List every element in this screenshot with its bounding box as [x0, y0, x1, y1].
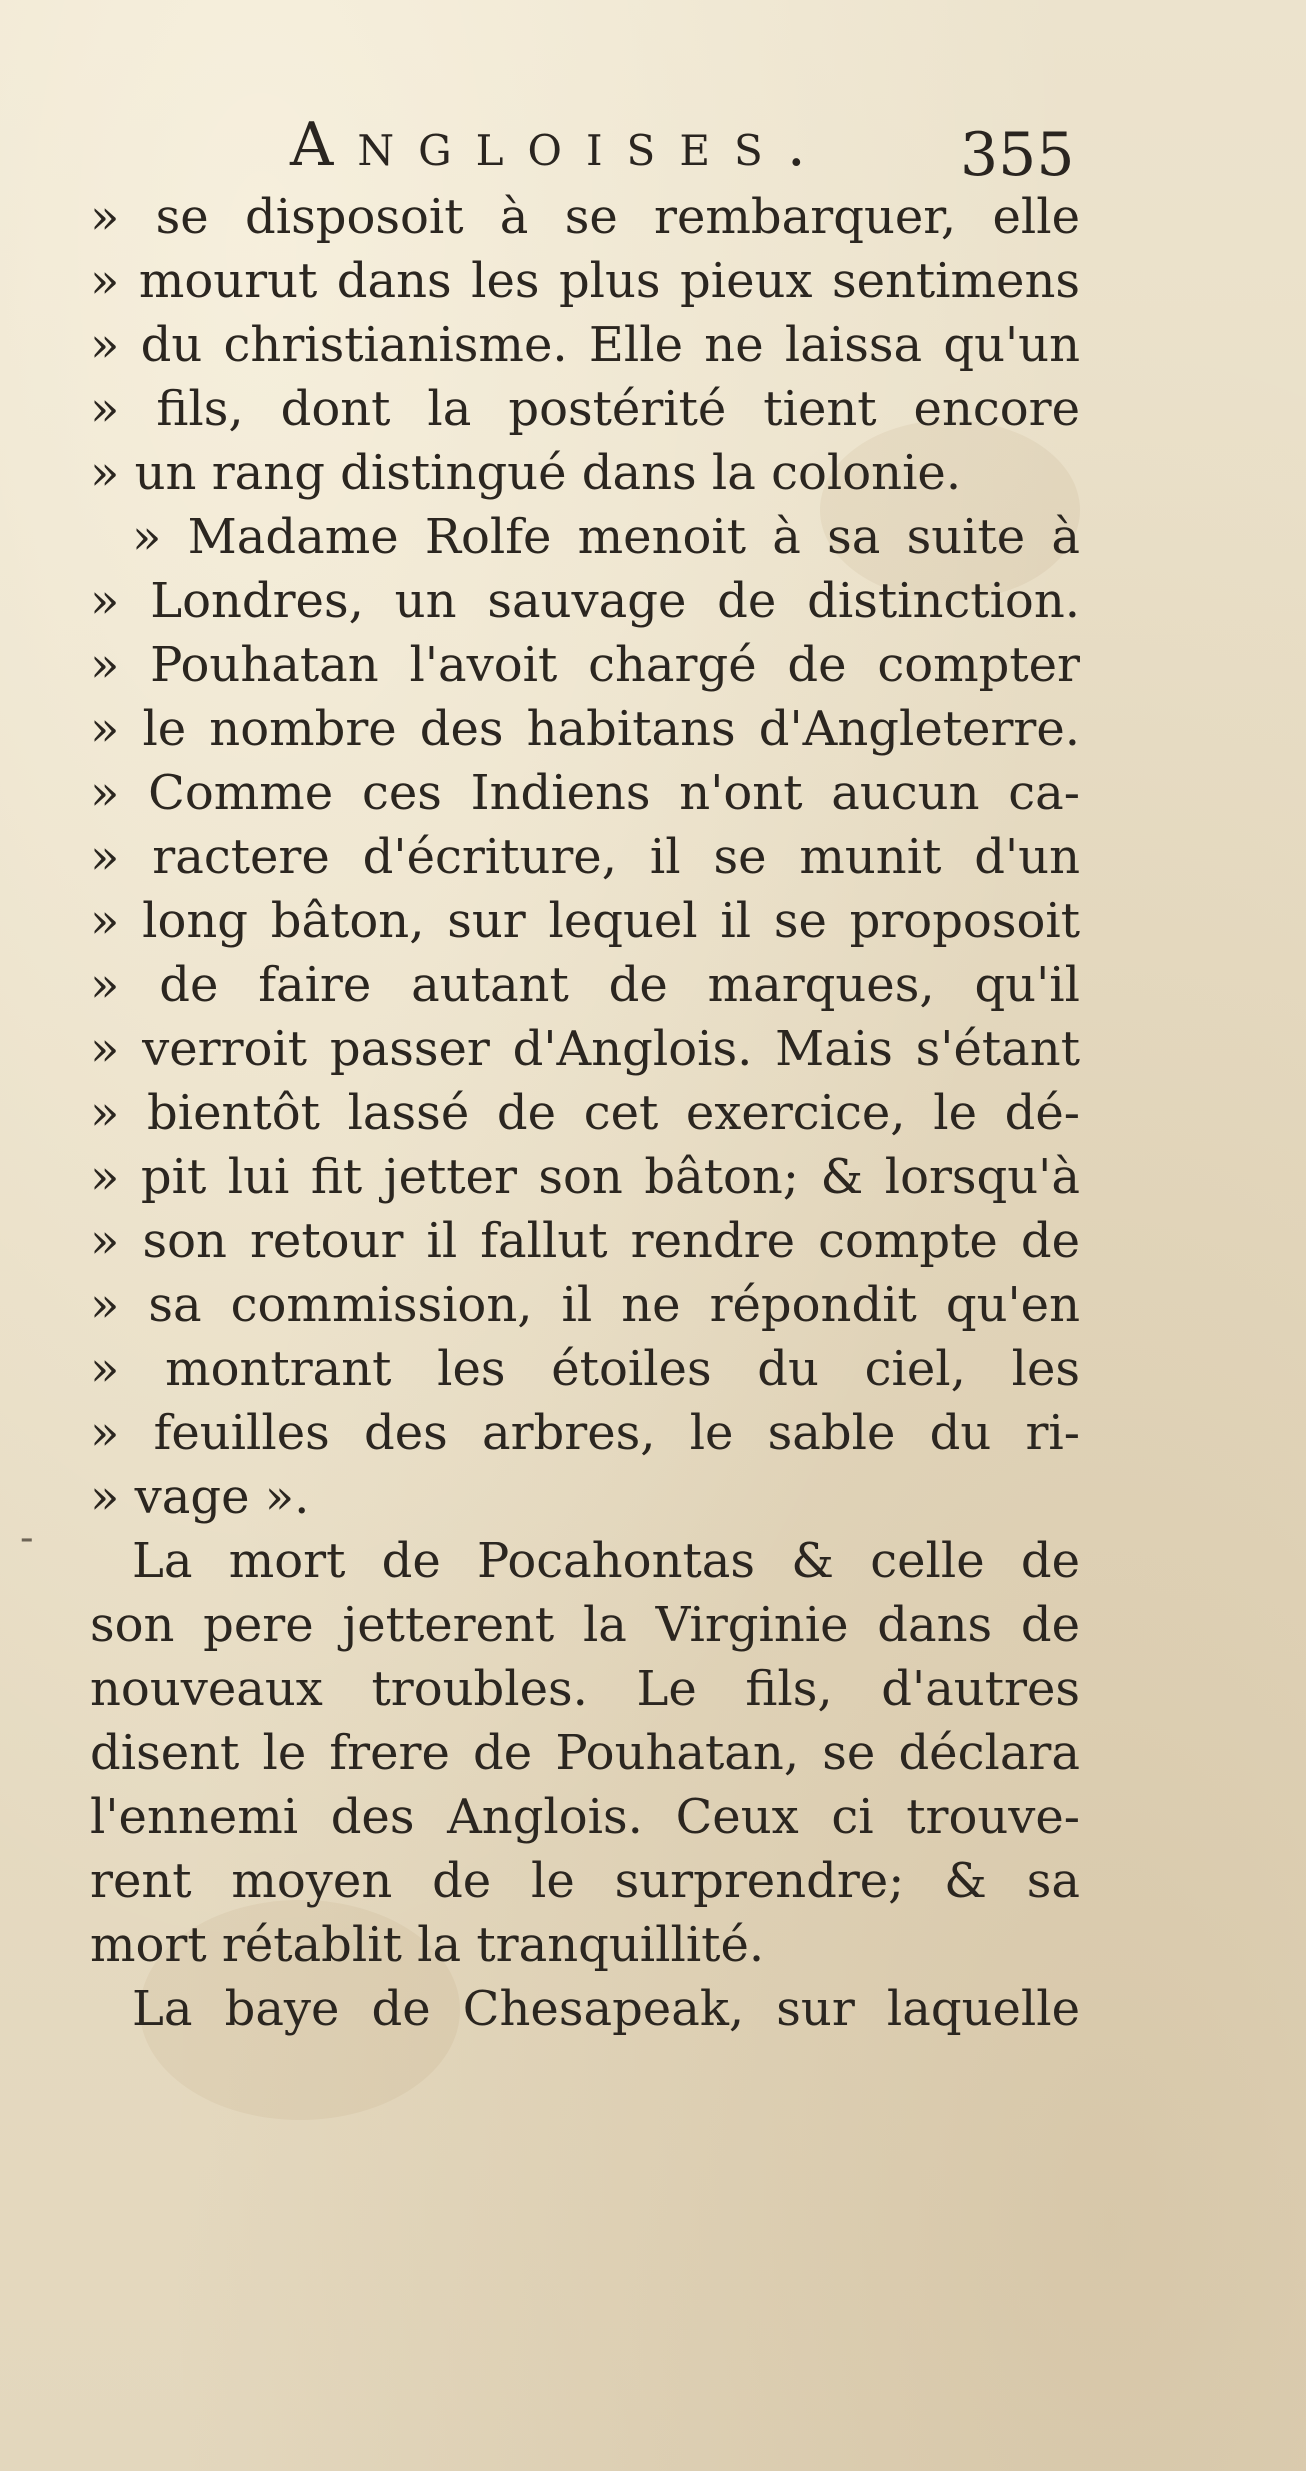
text-line: » mourut dans les plus pieux sentimens: [90, 253, 1080, 309]
text-line: » du christianisme. Elle ne laissa qu'un: [90, 317, 1080, 373]
text-line: » Londres, un sauvage de distinction.: [90, 573, 1080, 629]
text-line: » long bâton, sur lequel il se proposoit: [90, 893, 1080, 949]
margin-mark: -: [20, 1515, 34, 1561]
text-line: » feuilles des arbres, le sable du ri-: [90, 1405, 1080, 1461]
body-text: [90, 185, 1080, 2041]
text-line: » bientôt lassé de cet exercice, le dé-: [90, 1085, 1080, 1141]
text-line: » Pouhatan l'avoit chargé de compter: [90, 637, 1080, 693]
text-line: nouveaux troubles. Le fils, d'autres: [90, 1661, 1080, 1717]
text-line: » montrant les étoiles du ciel, les: [90, 1341, 1080, 1397]
text-line: » pit lui fit jetter son bâton; & lorsqu'à: [90, 1149, 1080, 1205]
text-line: » Madame Rolfe menoit à sa suite à: [132, 509, 1080, 565]
text-line: son pere jetterent la Virginie dans de: [90, 1597, 1080, 1653]
text-line: disent le frere de Pouhatan, se déclara: [90, 1725, 1080, 1781]
text-line: » verroit passer d'Anglois. Mais s'étant: [90, 1021, 1080, 1077]
text-line: La baye de Chesapeak, sur laquelle: [132, 1981, 1080, 2037]
text-line: » vage ».: [90, 1469, 310, 1525]
running-title: Angloises.: [290, 110, 830, 180]
text-line: » se disposoit à se rembarquer, elle: [90, 189, 1080, 245]
text-line: » sa commission, il ne répondit qu'en: [90, 1277, 1080, 1333]
text-line: mort rétablit la tranquillité.: [90, 1917, 765, 1973]
text-line: » Comme ces Indiens n'ont aucun ca-: [90, 765, 1080, 821]
text-line: rent moyen de le surprendre; & sa: [90, 1853, 1080, 1909]
text-line: » fils, dont la postérité tient encore: [90, 381, 1080, 437]
text-line: » de faire autant de marques, qu'il: [90, 957, 1080, 1013]
text-line: La mort de Pocahontas & celle de: [132, 1533, 1080, 1589]
text-line: » son retour il fallut rendre compte de: [90, 1213, 1080, 1269]
text-line: » le nombre des habitans d'Angleterre.: [90, 701, 1080, 757]
text-line: l'ennemi des Anglois. Ceux ci trouve-: [90, 1789, 1080, 1845]
text-line: » ractere d'écriture, il se munit d'un: [90, 829, 1080, 885]
page-number: 355: [960, 120, 1075, 190]
text-line: » un rang distingué dans la colonie.: [90, 445, 962, 501]
